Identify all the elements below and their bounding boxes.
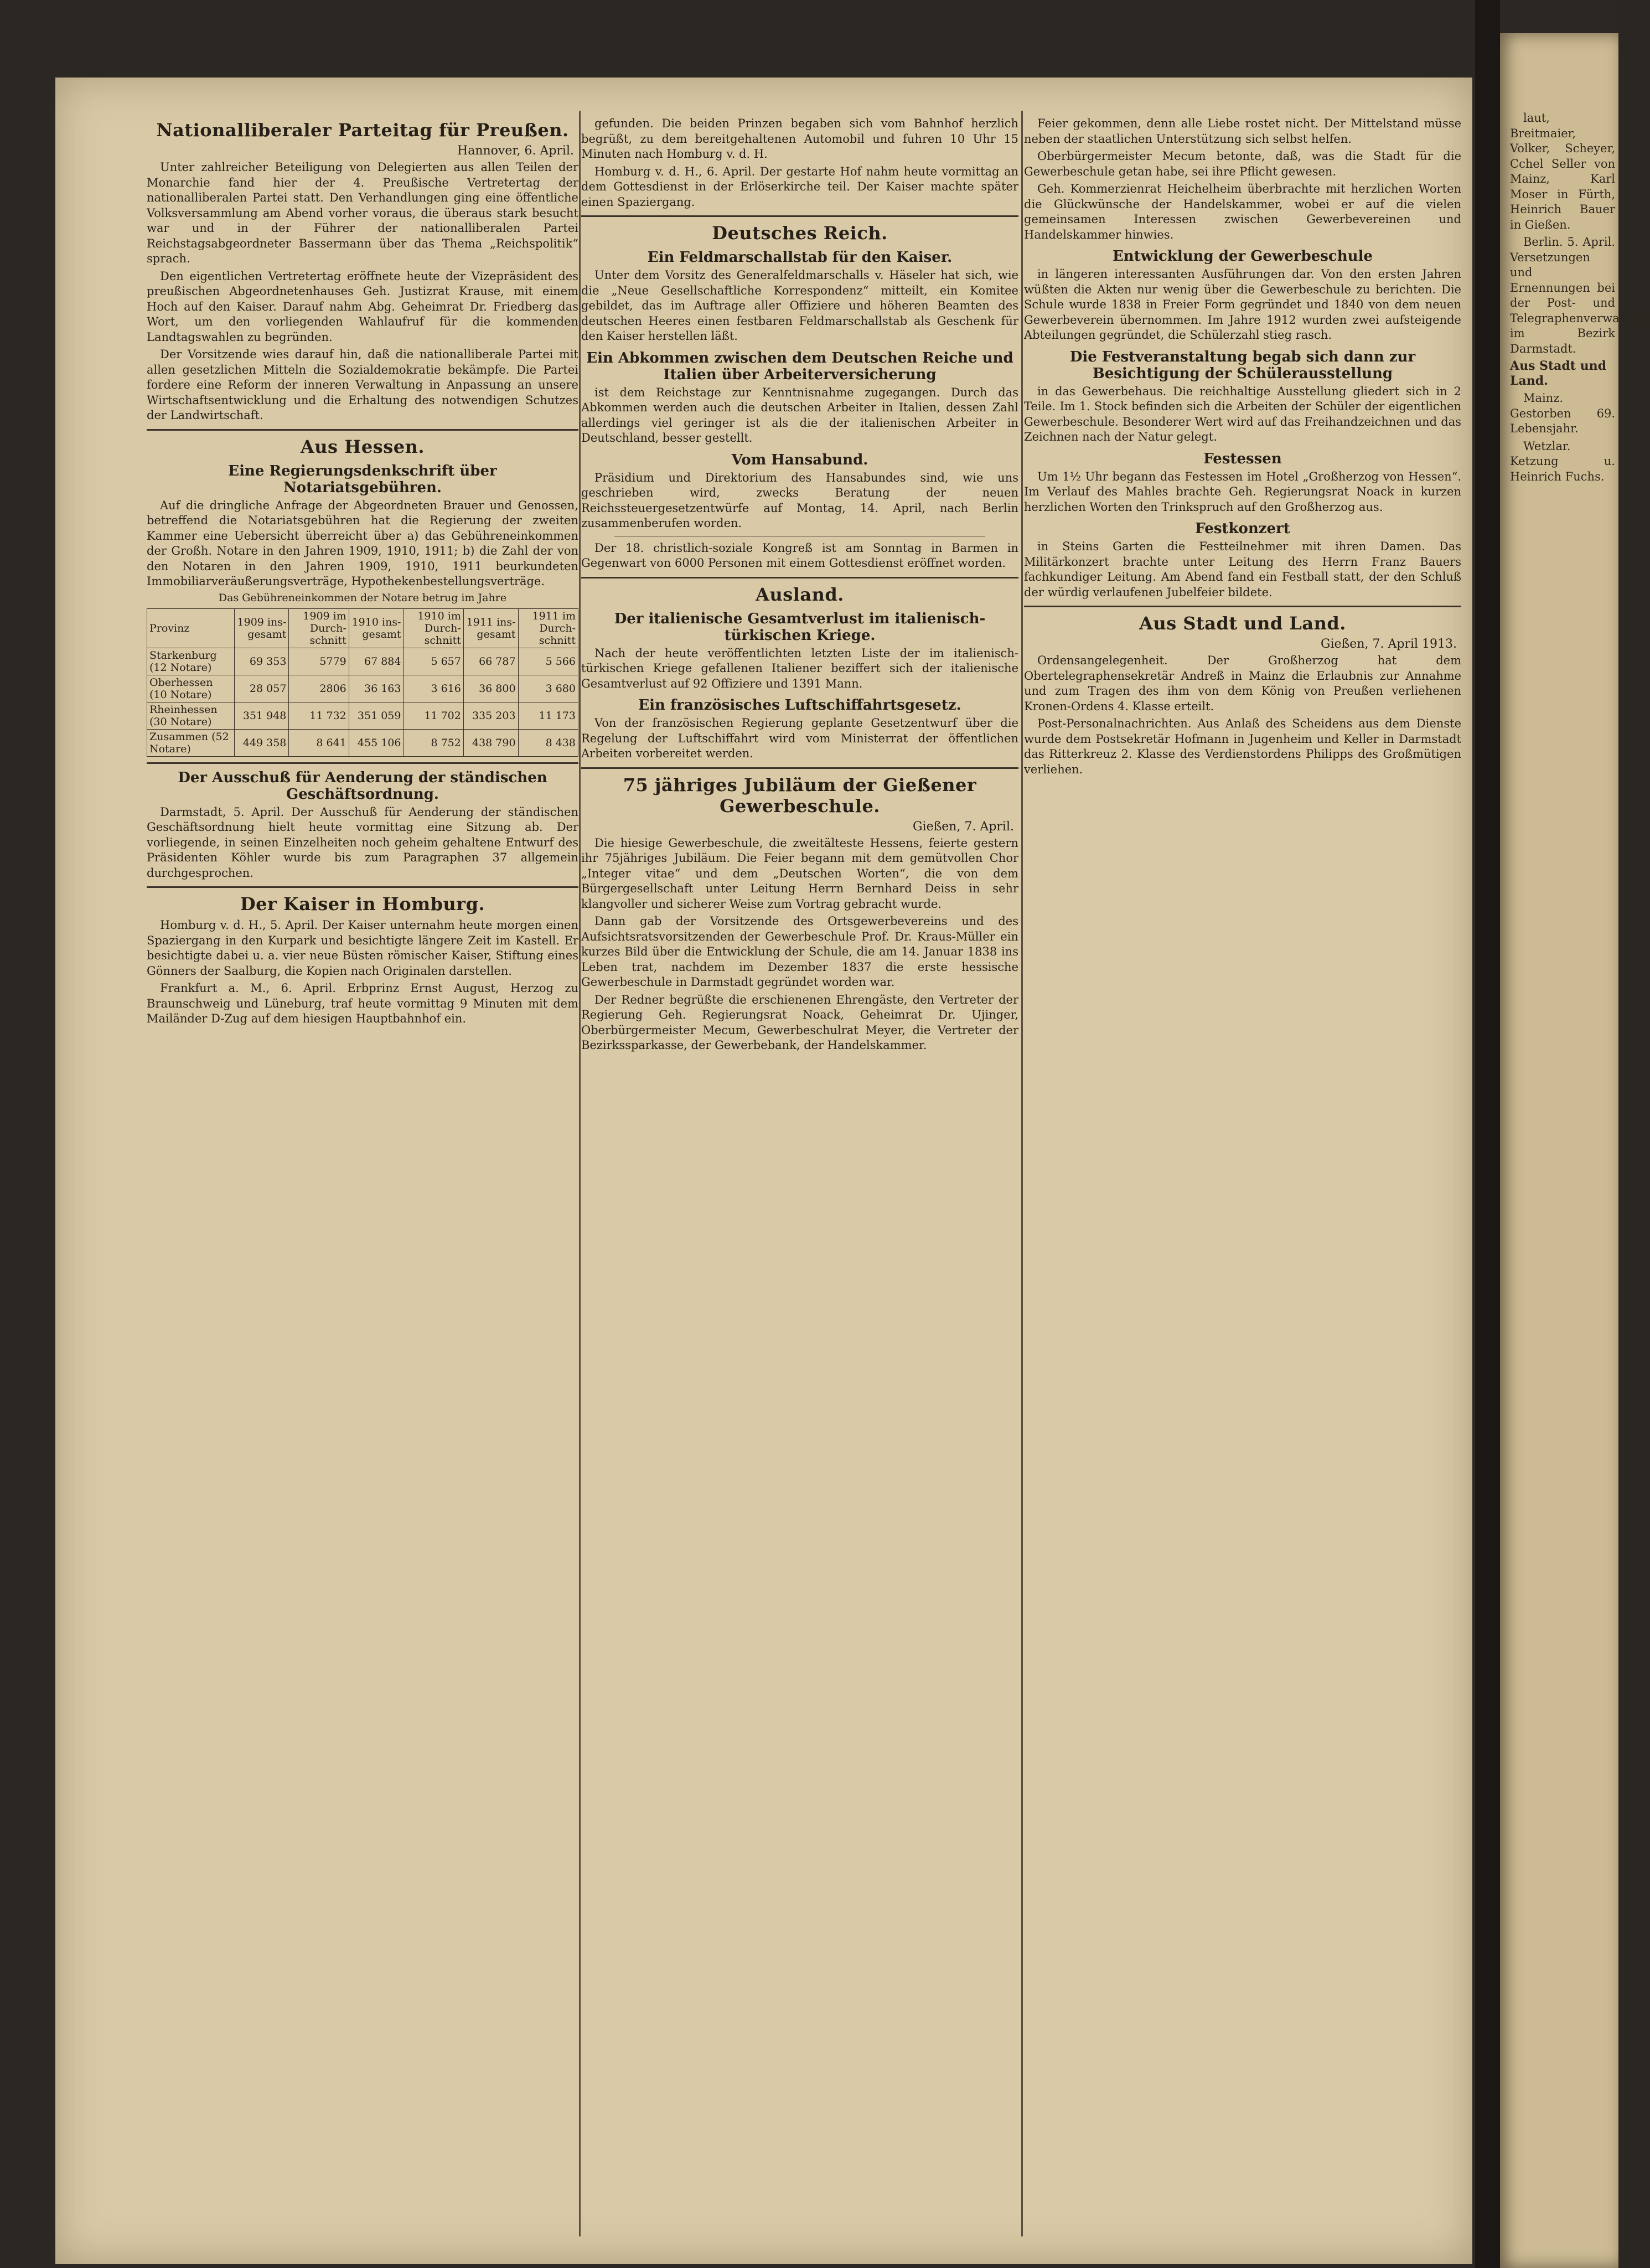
subheadline: Festkonzert <box>1195 520 1290 537</box>
headline-kaiser-homburg: Der Kaiser in Homburg. <box>240 893 485 915</box>
article-paragraph: Die hiesige Gewerbeschule, die zweitälteste Hessens, feierte gestern ihr 75jähriges Jubiläum. Die Feier begann mit dem gemütvollen Chor „Integer vitae“ und dem „Deutschen Worten“, die von dem Bürgergesellschaft unter Leitung Herrn Bernhard Deiss in sehr klangvoller und sicherer Weise zum Vortrag gebracht wurde. <box>581 836 1018 911</box>
article-paragraph: Der Vorsitzende wies darauf hin, daß die nationalliberale Partei mit allen gesetzlichen Mitteln die Sozialdemokratie bekämpfe. Die Partei fordere eine Reform der inneren Verwaltung in Anpassung an unsere Wirtschaftsentwicklung und die Erhaltung des notwendigen Schutzes der Landwirtschaft. <box>147 348 578 422</box>
article-paragraph: Darmstadt, 5. April. Der Ausschuß für Aenderung der ständischen Geschäftsordnung hielt heute vormittag eine Sitzung ab. Der vorliegende, in seinen Einzelheiten noch geheim gehaltene Entwurf des Präsidenten Köhler wurde bis zum Paragraphen 37 allgemein durchgesprochen. <box>147 805 578 880</box>
article-paragraph: in längeren interessanten Ausführungen dar. Von den ersten Jahren wüßten die Akten nur wenig über die Gewerbeschule zu berichten. Die Schule wurde 1838 in Freier Form gegründet und 1840 von dem neuen Gewerbeverein übernommen. Im Jahre 1912 wurden zwei aufsteigende Abteilungen gegründet, die Schülerzahl stieg rasch. <box>1024 267 1461 342</box>
article-paragraph: Berlin. 5. April. Versetzungen und Ernennungen bei der Post- und Telegraphenverwaltung im Bezirk Darmstadt. <box>1510 235 1650 355</box>
article-paragraph: Wetzlar. Ketzung u. Heinrich Fuchs. <box>1510 439 1615 483</box>
subheadline: Festessen <box>1203 450 1282 467</box>
article-paragraph: Um 1½ Uhr begann das Festessen im Hotel „Großherzog von Hessen“. Im Verlauf des Mahles brachte Geh. Regierungsrat Noack in kurzen herzlichen Worten den Trinkspruch auf den Großherzog aus. <box>1024 469 1461 514</box>
section-divider <box>147 762 578 764</box>
headline-jubilaeum: 75 jähriges Jubiläum der Gießener Gewerbeschule. <box>623 774 977 817</box>
table-cell: 66 787 <box>463 648 518 675</box>
table-row <box>147 729 578 756</box>
table-header-cell: 1909 im Durch-schnitt <box>289 608 349 648</box>
column-rule-1 <box>579 111 581 2236</box>
section-divider <box>1024 606 1461 607</box>
table-header-cell: 1910 ins-gesamt <box>349 608 404 648</box>
article-paragraph: Unter dem Vorsitz des Generalfeldmarschalls v. Häseler hat sich, wie die „Neue Gesellschaftliche Korrespondenz“ mitteilt, ein Komitee gebildet, das im Auftrage aller Offiziere und höheren Beamten des deutschen Heeres einen festbaren Feldmarschallstab als Geschenk für den Kaiser herstellen läßt. <box>581 268 1018 343</box>
table-cell: 11 173 <box>518 702 578 729</box>
article-paragraph: Post-Personalnachrichten. Aus Anlaß des Scheidens aus dem Dienste wurde dem Postsekretär Hofmann in Jugenheim und Keller in Darmstadt das Ritterkreuz 2. Klasse des Verdienstordens Philipps des Großmütigen verliehen. <box>1024 717 1461 776</box>
table-cell: 11 732 <box>289 702 349 729</box>
table-row <box>147 675 578 702</box>
article-paragraph: Unter zahlreicher Beteiligung von Delegierten aus allen Teilen der Monarchie fand hier der 4. Preußische Vertretertag der nationalliberalen Partei statt. Den Verhandlungen ging eine öffentliche Volksversammlung am Abend vorher voraus, die überaus stark besucht war und in der Führer der nationalliberalen Partei Reichstagsabgeordneter Bassermann über das Thema „Reichspolitik“ sprach. <box>147 161 578 265</box>
article-paragraph: Der Redner begrüßte die erschienenen Ehrengäste, den Vertreter der Regierung Geh. Regierungsrat Noack, Geheimrat Dr. Ujinger, Oberbürgermeister Mecum, Gewerbeschulrat Meyer, die Vertreter der Bezirkssparkasse, der Gewerbebank, der Handelskammer. <box>581 993 1018 1052</box>
dateline: Gießen, 7. April. <box>912 819 1014 834</box>
article-paragraph: Geh. Kommerzienrat Heichelheim überbrachte mit herzlichen Worten die Glückwünsche der Handelskammer, wobei er auf die vielen gemeinsamen Interessen zwischen Gewerbevereinen und Handelskammer hinwies. <box>1024 182 1461 241</box>
table-header-cell: 1909 ins-gesamt <box>234 608 289 648</box>
article-paragraph: Den eigentlichen Vertretertag eröffnete heute der Vizepräsident des preußischen Abgeordnetenhauses Geh. Justizrat Krause, mit einem Hoch auf den Kaiser. Darauf nahm Abg. Geheimrat Dr. Friedberg das Wort, um den vorliegenden Wahlaufruf für die kommenden Landtagswahlen zu begründen. <box>147 269 578 344</box>
table-cell: Starkenburg (12 Notare) <box>147 648 235 675</box>
table-cell: 8 438 <box>518 729 578 756</box>
article-paragraph: Oberbürgermeister Mecum betonte, daß, was die Stadt für die Gewerbeschule getan habe, sei ihre Pflicht gewesen. <box>1024 149 1461 178</box>
subheadline: Vom Hansabund. <box>731 451 868 468</box>
table-body <box>147 648 578 756</box>
article-paragraph: Homburg v. d. H., 6. April. Der gestarte Hof nahm heute vormittag an dem Gottesdienst in der Erlöserkirche teil. Der Kaiser machte später einen Spaziergang. <box>581 164 1018 209</box>
headline-geschaeftsordnung: Der Ausschuß für Aenderung der ständischen Geschäftsordnung. <box>178 769 547 803</box>
article-paragraph: gefunden. Die beiden Prinzen begaben sich vom Bahnhof herzlich begrüßt, zu dem bereitgehaltenen Automobil und fuhren 10 Uhr 15 Minuten nach Homburg v. d. H. <box>581 117 1018 161</box>
headline-parteitag: Nationalliberaler Parteitag für Preußen. <box>156 120 569 141</box>
table-header-row <box>147 608 578 648</box>
section-divider <box>147 429 578 431</box>
table-cell: 449 358 <box>234 729 289 756</box>
table-row <box>147 702 578 729</box>
article-paragraph: Von der französischen Regierung geplante Gesetzentwurf über die Regelung der Luftschiffahrt wird vom Ministerrat der öffentlichen Arbeiten vorbereitet werden. <box>581 716 1018 760</box>
headline-deutsches-reich: Deutsches Reich. <box>712 223 888 244</box>
section-divider <box>581 767 1018 769</box>
article-paragraph: laut, Breitmaier, Volker, Scheyer, Cchel Seller von Mainz, Karl Moser in Fürth, Heinrich Bauer in Gießen. <box>1510 111 1615 231</box>
notary-fee-table <box>147 608 578 757</box>
article-paragraph: Der 18. christlich-soziale Kongreß ist am Sonntag in Barmen in Gegenwart von 6000 Personen mit einem Gottesdienst eröffnet worden. <box>581 541 1018 570</box>
article-paragraph: Dann gab der Vorsitzende des Ortsgewerbevereins und des Aufsichtsratsvorsitzenden der Gewerbeschule Prof. Dr. Kraus-Müller ein kurzes Bild über die Entwicklung der Schule, die am 14. Januar 1838 ins Leben trat, nachdem im Dezember 1837 die erste hessische Gewerbeschule in Darmstadt gegründet worden war. <box>581 915 1018 989</box>
table-cell: 8 641 <box>289 729 349 756</box>
table-cell: 5 657 <box>404 648 463 675</box>
table-cell: 11 702 <box>404 702 463 729</box>
column-rule-2 <box>1021 111 1023 2236</box>
article-paragraph: Homburg v. d. H., 5. April. Der Kaiser unternahm heute morgen einen Spaziergang in den Kurpark und besichtigte längere Zeit im Kastell. Er besichtigte dabei u. a. vier neue Büsten römischer Kaiser, Stiftung eines Gönners der Saalburg, die Kopien nach Originalen darstellen. <box>147 918 578 978</box>
section-divider <box>581 577 1018 578</box>
article-paragraph: Frankfurt a. M., 6. April. Erbprinz Ernst August, Herzog zu Braunschweig und Lüneburg, traf heute vormittag 9 Minuten mit dem Mailänder D-Zug auf dem hiesigen Hauptbahnhof ein. <box>147 981 578 1025</box>
table-cell: 67 884 <box>349 648 404 675</box>
headline-aus-hessen: Aus Hessen. <box>300 436 425 457</box>
table-cell: 2806 <box>289 675 349 702</box>
subheadline: Aus Stadt und Land. <box>1510 359 1606 388</box>
table-cell: 28 057 <box>234 675 289 702</box>
table-header-cell: 1911 im Durch-schnitt <box>518 608 578 648</box>
subheadline: Der italienische Gesamtverlust im italienisch-türkischen Kriege. <box>614 610 986 644</box>
dateline: Gießen, 7. April 1913. <box>1320 637 1457 651</box>
headline-stadt-und-land: Aus Stadt und Land. <box>1139 613 1346 634</box>
table-cell: 5779 <box>289 648 349 675</box>
table-cell: 438 790 <box>463 729 518 756</box>
column-2 <box>581 116 1018 2253</box>
headline-ausland: Ausland. <box>756 583 844 605</box>
dateline: Hannover, 6. April. <box>457 144 574 158</box>
table-header-cell: 1910 im Durch-schnitt <box>404 608 463 648</box>
article-paragraph: Feier gekommen, denn alle Liebe rostet nicht. Der Mittelstand müsse neben der staatlichen Unterstützung sich selbst helfen. <box>1024 117 1461 146</box>
column-3 <box>1024 116 1461 2253</box>
article-paragraph: Mainz. Gestorben 69. Lebensjahr. <box>1510 391 1615 435</box>
column-1 <box>147 116 578 2253</box>
subheadline: Ein Feldmarschallstab für den Kaiser. <box>647 249 953 266</box>
table-cell: Rheinhessen (30 Notare) <box>147 702 235 729</box>
section-divider <box>581 215 1018 217</box>
table-cell: 3 680 <box>518 675 578 702</box>
section-divider <box>147 886 578 888</box>
table-cell: 3 616 <box>404 675 463 702</box>
table-cell: Oberhessen (10 Notare) <box>147 675 235 702</box>
article-paragraph: in Steins Garten die Festteilnehmer mit ihren Damen. Das Militärkonzert brachte unter Leitung des Herrn Franz Bauers fachkundiger Leitung. Am Abend fand ein Festball statt, der den Schluß der würdig verlaufenen Jubelfeier bildete. <box>1024 540 1461 599</box>
article-paragraph: in das Gewerbehaus. Die reichhaltige Ausstellung gliedert sich in 2 Teile. Im 1. Stock befinden sich die Arbeiten der Schüler der eigentlichen Gewerbeschule. Besonderer Wert wird auf das Freihandzeichnen und das Zeichnen nach der Natur gelegt. <box>1024 384 1461 443</box>
article-paragraph: Auf die dringliche Anfrage der Abgeordneten Brauer und Genossen, betreffend die Notariatsgebühren hat die Regierung der zweiten Kammer eine Uebersicht überreicht über a) das Gebühreneinkommen der Großh. Notare in den Jahren 1909, 1910, 1911; b) die Zahl der von den Notaren in den Jahren 1909, 1910, 1911 beurkundeten Immobiliarveräußerungsverträge, Hypothekenbestellungsverträge. <box>147 498 578 588</box>
table-cell: 5 566 <box>518 648 578 675</box>
subheadline: Ein Abkommen zwischen dem Deutschen Reiche und Italien über Arbeiterversicherung <box>586 349 1013 383</box>
table-cell: 455 106 <box>349 729 404 756</box>
table-cell: 351 948 <box>234 702 289 729</box>
table-cell: 36 800 <box>463 675 518 702</box>
table-cell: 69 353 <box>234 648 289 675</box>
subheadline-notariat: Eine Regierungsdenkschrift über Notariatsgebühren. <box>228 462 497 496</box>
table-header-cell: Provinz <box>147 608 235 648</box>
subheadline: Ein französisches Luftschiffahrtsgesetz. <box>638 697 961 714</box>
table-cell: Zusammen (52 Notare) <box>147 729 235 756</box>
subheadline: Die Festveranstaltung begab sich dann zur Besichtigung der Schülerausstellung <box>1069 348 1416 382</box>
adjacent-page-text <box>1510 111 1650 2214</box>
table-caption: Das Gebühreneinkommen der Notare betrug im Jahre <box>218 591 507 604</box>
table-cell: 8 752 <box>404 729 463 756</box>
binding-gutter <box>1475 0 1500 2268</box>
table-cell: 351 059 <box>349 702 404 729</box>
subheadline: Entwicklung der Gewerbeschule <box>1112 248 1373 265</box>
article-paragraph: Präsidium und Direktorium des Hansabundes sind, wie uns geschrieben wird, zwecks Beratung der neuen Reichssteuergesetzentwürfe auf Montag, 14. April, nach Berlin zusammenberufen worden. <box>581 471 1018 530</box>
table-cell: 335 203 <box>463 702 518 729</box>
table-row <box>147 648 578 675</box>
article-paragraph: Nach der heute veröffentlichten letzten Liste der im italienisch-türkischen Kriege gefallenen Italiener beziffert sich der italienische Gesamtverlust auf 92 Offiziere und 1391 Mann. <box>581 646 1018 690</box>
article-paragraph: ist dem Reichstage zur Kenntnisnahme zugegangen. Durch das Abkommen werden auch die deutschen Arbeiter in Italien, dessen Zahl allerdings viel geringer ist als die der italienischen Arbeiter in Deutschland, besser gestellt. <box>581 385 1018 445</box>
table-header-cell: 1911 ins-gesamt <box>463 608 518 648</box>
article-paragraph: Ordensangelegenheit. Der Großherzog hat dem Obertelegraphensekretär Andreß in Mainz die Erlaubnis zur Annahme und zum Tragen des ihm von dem König von Preußen verliehenen Kronen-Ordens 4. Klasse erteilt. <box>1024 654 1461 713</box>
table-cell: 36 163 <box>349 675 404 702</box>
